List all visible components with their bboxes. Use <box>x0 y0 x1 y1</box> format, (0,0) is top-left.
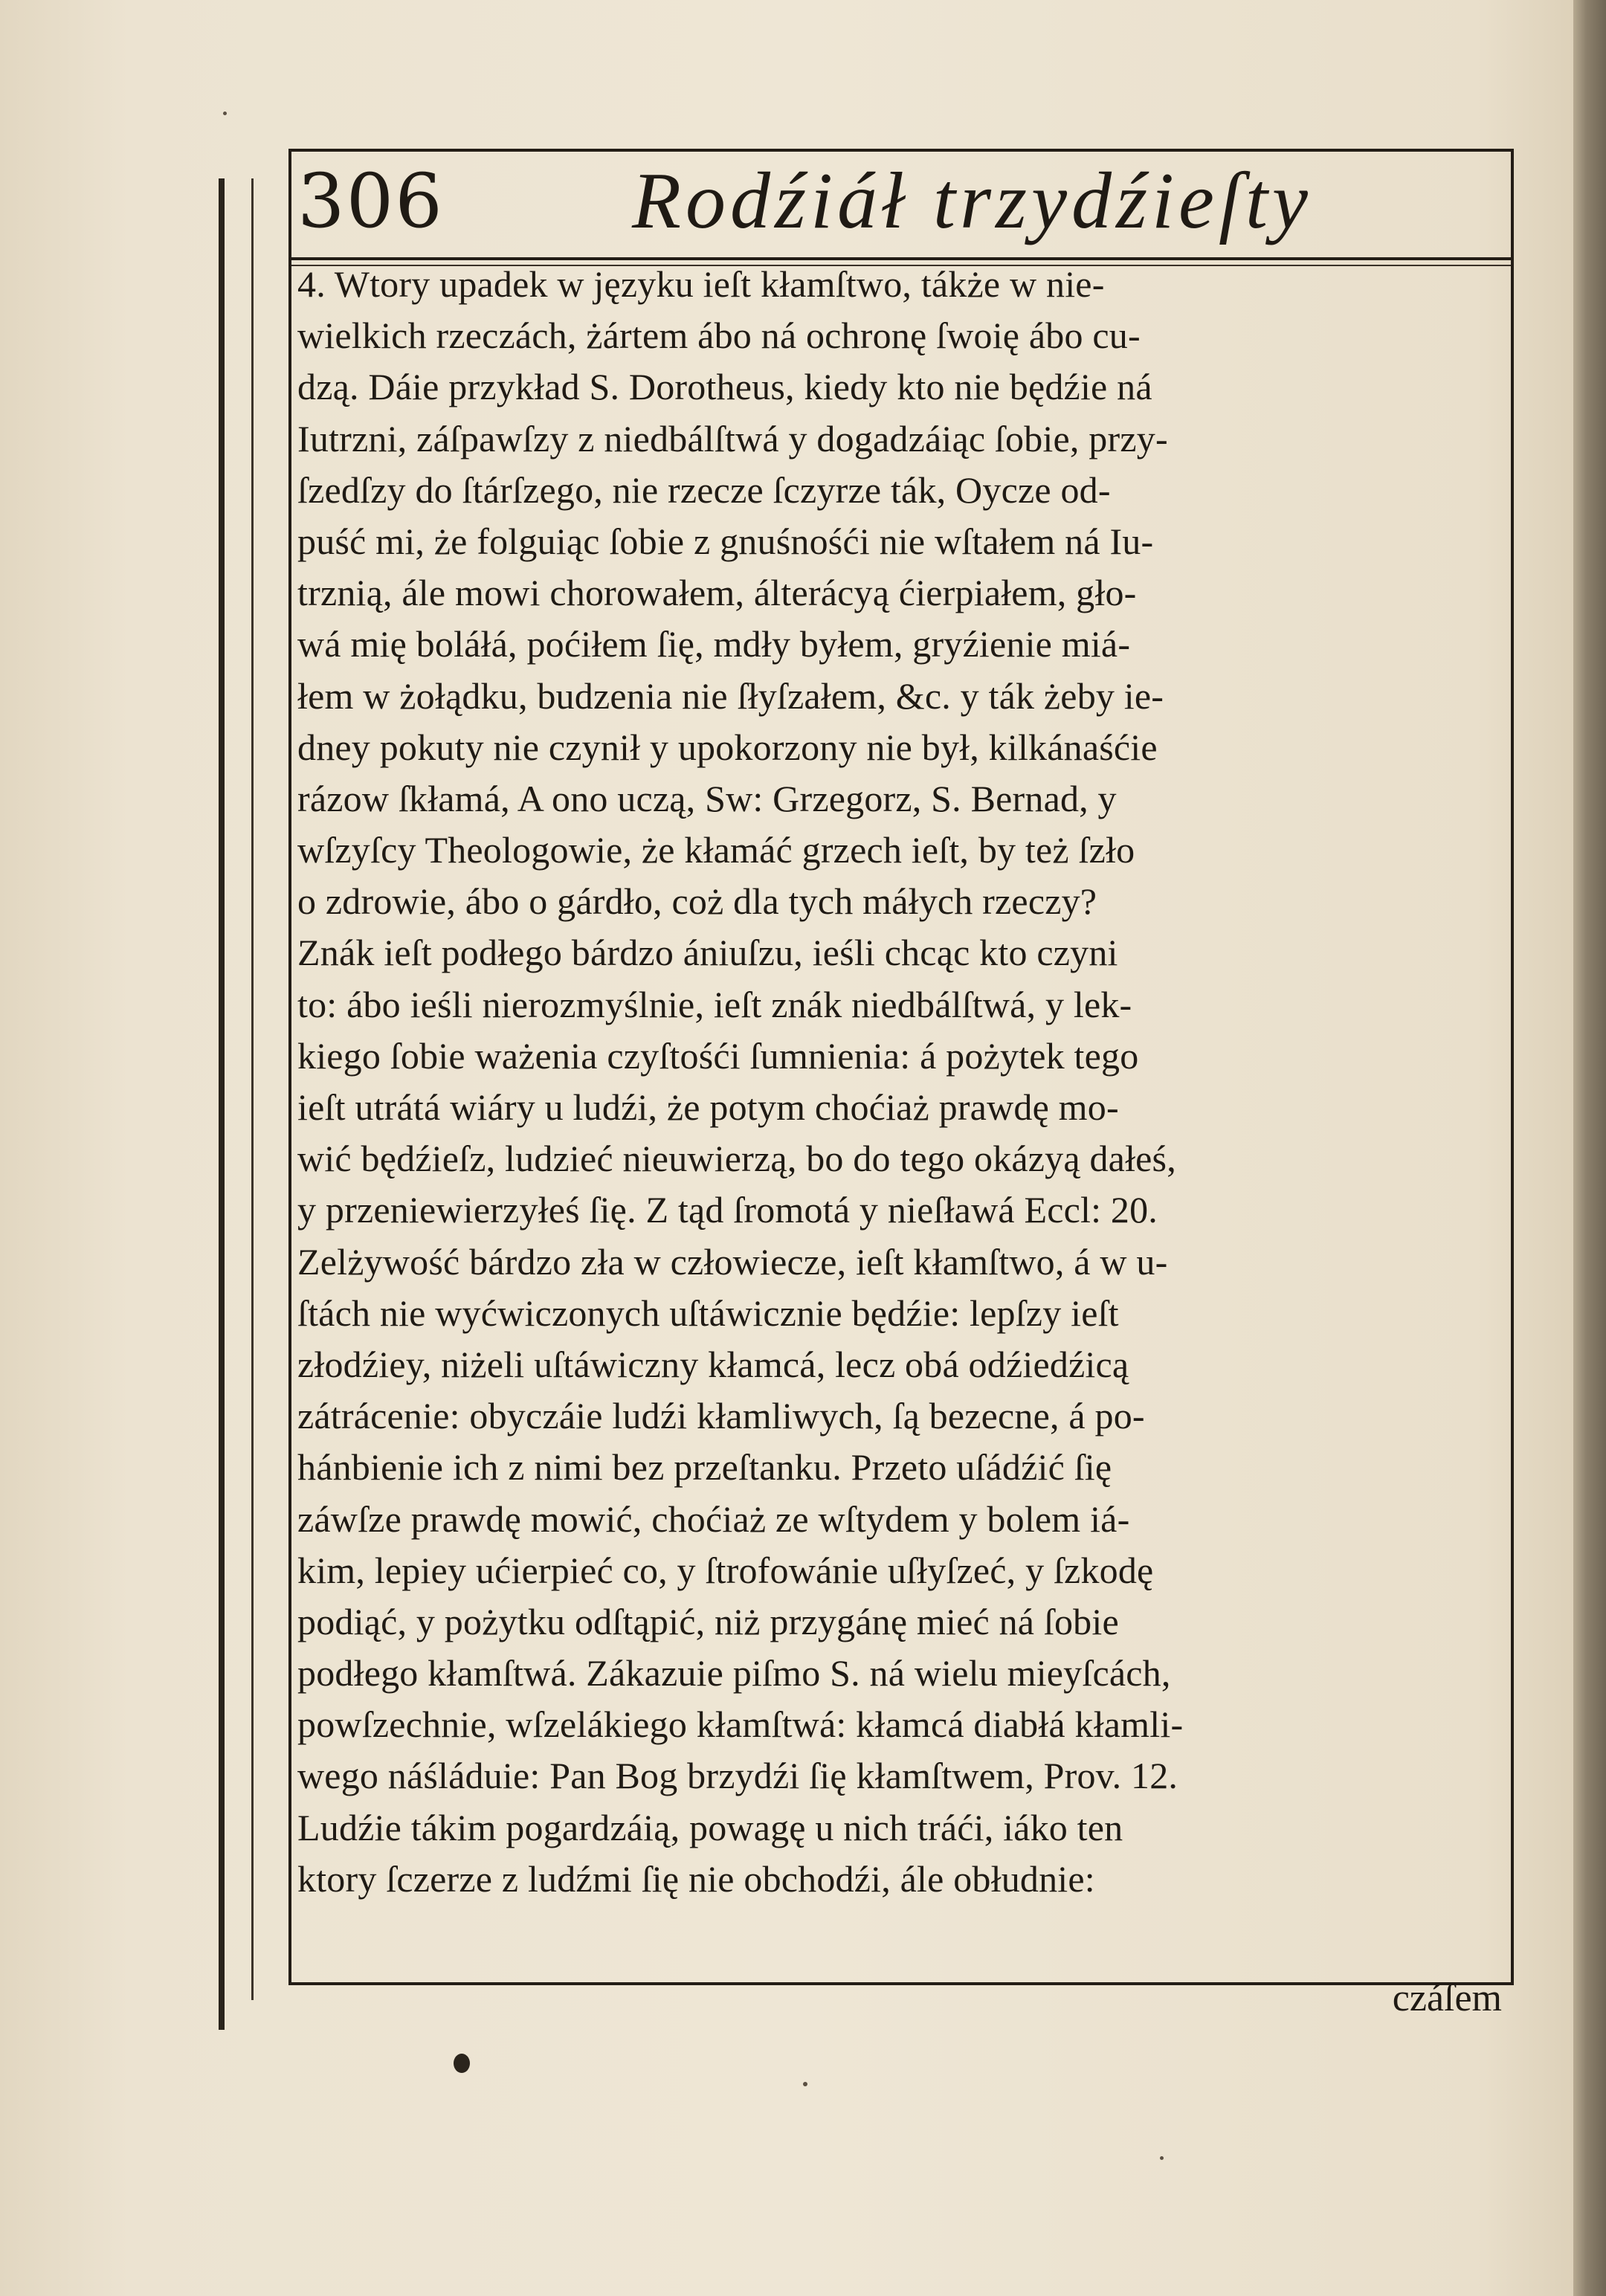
text-line: łem w żołądku, budzenia nie ſłyſzałem, &c. y ták żeby ie- <box>297 674 1164 717</box>
text-line: wá mię boláłá, poćiłem ſię, mdły byłem, gryźienie miá- <box>297 623 1131 665</box>
text-line: puść mi, że folguiąc ſobie z gnuśnośći nie wſtałem ná Iu- <box>297 520 1154 562</box>
text-line: hánbienie ich z nimi bez przeſtanku. Przeto uſádźić ſię <box>297 1446 1112 1489</box>
text-line: trznią, ále mowi chorowałem, álterácyą ćierpiałem, gło- <box>297 572 1137 614</box>
text-line: dzą. Dáie przykład S. Dorotheus, kiedy kto nie będźie ná <box>297 366 1152 408</box>
text-line: podłego kłamſtwá. Zákazuie piſmo S. ná wielu mieyſcách, <box>297 1652 1171 1694</box>
text-line: ktory ſczerze z ludźmi ſię nie obchodźi, ále obłudnie: <box>297 1857 1095 1900</box>
text-line: wſzyſcy Theologowie, że kłamáć grzech ieſt, by też ſzło <box>297 829 1135 871</box>
catchword: czáſem <box>1392 1977 1502 2019</box>
paper-speck <box>803 2082 807 2086</box>
text-line: dney pokuty nie czynił y upokorzony nie był, kilkánaśćie <box>297 726 1158 768</box>
text-line: ieſt utrátá wiáry u ludźi, że potym choćiaż prawdę mo- <box>297 1086 1119 1128</box>
page-gutter <box>1573 0 1606 2296</box>
text-line: ſzedſzy do ſtárſzego, nie rzecze ſczyrze ták, Oycze od- <box>297 468 1111 511</box>
top-rule <box>288 149 1514 152</box>
text-line: o zdrowie, ábo o gárdło, coż dla tych máłych rzeczy? <box>297 880 1097 923</box>
page-header <box>297 153 1509 250</box>
text-line: to: ábo ieśli nierozmyślnie, ieſt znák niedbálſtwá, y lek- <box>297 983 1132 1025</box>
margin-rule-inner <box>251 178 254 2000</box>
text-line: ſtách nie wyćwiczonych uſtáwicznie będźie: lepſzy ieſt <box>297 1292 1119 1334</box>
text-line: Zelżywość bárdzo zła w człowiecze, ieſt kłamſtwo, á w u- <box>297 1240 1168 1283</box>
text-line: Iutrzni, záſpawſzy z niedbálſtwá y dogadzáiąc ſobie, przy- <box>297 417 1168 459</box>
text-line: Znák ieſt podłego bárdzo ániuſzu, ieśli chcąc kto czyni <box>297 932 1118 974</box>
page-number: 306 <box>297 158 444 245</box>
text-line: Ludźie tákim pogardzáią, powagę u nich tráći, iáko ten <box>297 1806 1123 1848</box>
body-text <box>297 259 1508 1905</box>
text-line: wielkich rzeczách, żártem ábo ná ochronę ſwoię ábo cu- <box>297 315 1141 357</box>
running-title: Rodźiáł trzydźieſty <box>632 157 1312 245</box>
text-line: podiąć, y pożytku odſtąpić, niż przygánę mieć ná ſobie <box>297 1600 1119 1642</box>
text-line: złodźiey, niżeli uſtáwiczny kłamcá, lecz obá odźiedźicą <box>297 1343 1129 1385</box>
text-line: wego náśláduie: Pan Bog brzydźi ſię kłamſtwem, Prov. 12. <box>297 1755 1178 1797</box>
text-line: záwſze prawdę mowić, choćiaż ze wſtydem y bolem iá- <box>297 1497 1130 1540</box>
text-line: kim, lepiey ućierpieć co, y ſtrofowánie uſłyſzeć, y ſzkodę <box>297 1549 1154 1591</box>
text-line: kiego ſobie ważenia czyſtośći ſumnienia: á pożytek tego <box>297 1034 1139 1077</box>
ink-blot <box>454 2054 470 2073</box>
margin-rule <box>219 178 225 2030</box>
text-line: 4. Wtory upadek w języku ieſt kłamſtwo, tákże w nie- <box>297 263 1105 305</box>
text-line: y przeniewierzyłeś ſię. Z tąd ſromotá y nieſławá Eccl: 20. <box>297 1189 1158 1231</box>
paper-speck <box>223 112 227 115</box>
text-line: zátrácenie: obyczáie ludźi kłamliwych, ſą bezecne, á po- <box>297 1395 1145 1437</box>
text-line: wić będźieſz, ludzieć nieuwierzą, bo do tego okázyą dałeś, <box>297 1138 1176 1180</box>
paper-speck <box>1160 2156 1164 2160</box>
text-line: powſzechnie, wſzelákiego kłamſtwá: kłamcá diabłá kłamli- <box>297 1703 1184 1746</box>
text-line: rázow ſkłamá, A ono uczą, Sw: Grzegorz, S. Bernad, y <box>297 777 1117 819</box>
